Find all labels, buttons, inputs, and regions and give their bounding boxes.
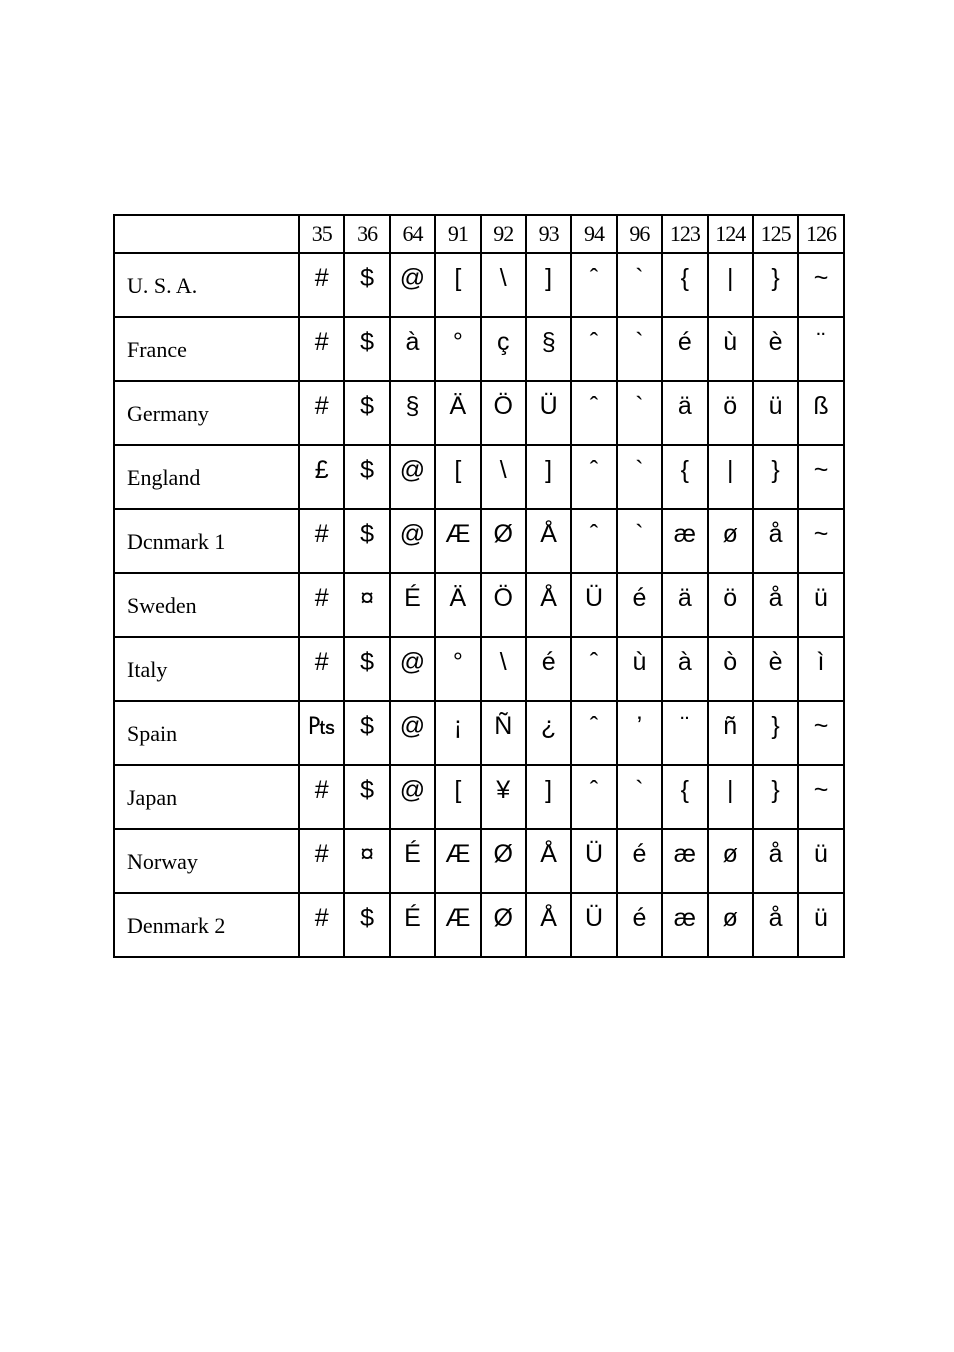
char-cell: ~ — [798, 253, 843, 317]
char-cell: # — [299, 893, 344, 957]
char-cell: ] — [526, 765, 571, 829]
char-cell: ` — [617, 381, 662, 445]
char-cell: ß — [798, 381, 843, 445]
char-cell: Ø — [481, 893, 526, 957]
code-header: 94 — [571, 215, 616, 253]
char-cell: É — [390, 893, 435, 957]
char-cell: ~ — [798, 509, 843, 573]
char-cell: ¤ — [344, 829, 389, 893]
table-row — [114, 509, 844, 573]
char-cell: æ — [662, 893, 707, 957]
code-header: 125 — [753, 215, 798, 253]
table-row — [114, 253, 844, 317]
char-cell: Å — [526, 829, 571, 893]
char-cell: @ — [390, 701, 435, 765]
char-cell: Å — [526, 573, 571, 637]
char-cell: ø — [708, 829, 753, 893]
char-cell: ä — [662, 573, 707, 637]
char-cell: @ — [390, 765, 435, 829]
char-cell: É — [390, 829, 435, 893]
char-cell: æ — [662, 509, 707, 573]
char-cell: $ — [344, 253, 389, 317]
char-cell: Ñ — [481, 701, 526, 765]
table-header — [114, 215, 844, 253]
international-charset-table — [113, 214, 845, 958]
char-cell: \ — [481, 253, 526, 317]
char-cell: [ — [435, 765, 480, 829]
char-cell: ñ — [708, 701, 753, 765]
code-header: 126 — [798, 215, 843, 253]
char-cell: £ — [299, 445, 344, 509]
char-cell: Ü — [526, 381, 571, 445]
char-cell: Æ — [435, 509, 480, 573]
char-cell: @ — [390, 637, 435, 701]
char-cell: é — [617, 573, 662, 637]
table-row — [114, 573, 844, 637]
char-cell: ~ — [798, 701, 843, 765]
char-cell: ¿ — [526, 701, 571, 765]
char-cell: ø — [708, 509, 753, 573]
char-cell: ˆ — [571, 765, 616, 829]
country-name: Germany — [114, 381, 299, 445]
char-cell: æ — [662, 829, 707, 893]
char-cell: Ø — [481, 509, 526, 573]
char-cell: é — [617, 893, 662, 957]
char-cell: ù — [708, 317, 753, 381]
char-cell: ` — [617, 445, 662, 509]
char-cell: Ö — [481, 381, 526, 445]
country-name: Sweden — [114, 573, 299, 637]
char-cell: ~ — [798, 765, 843, 829]
char-cell: ] — [526, 253, 571, 317]
char-cell: Æ — [435, 893, 480, 957]
char-cell: # — [299, 381, 344, 445]
char-cell: $ — [344, 381, 389, 445]
char-cell: $ — [344, 317, 389, 381]
char-cell: ˆ — [571, 317, 616, 381]
char-cell: ç — [481, 317, 526, 381]
code-header: 92 — [481, 215, 526, 253]
char-cell: { — [662, 445, 707, 509]
char-cell: ¨ — [798, 317, 843, 381]
char-cell: $ — [344, 509, 389, 573]
char-cell: ¤ — [344, 573, 389, 637]
char-cell: { — [662, 253, 707, 317]
char-cell: Ü — [571, 893, 616, 957]
code-header: 96 — [617, 215, 662, 253]
country-name: Dcnmark 1 — [114, 509, 299, 573]
char-cell: @ — [390, 253, 435, 317]
char-cell: Æ — [435, 829, 480, 893]
char-cell: ` — [617, 765, 662, 829]
table-row — [114, 381, 844, 445]
country-name: Japan — [114, 765, 299, 829]
country-name: Norway — [114, 829, 299, 893]
code-header: 93 — [526, 215, 571, 253]
country-name: Spain — [114, 701, 299, 765]
char-cell: ` — [617, 509, 662, 573]
table-row — [114, 317, 844, 381]
char-cell: Ü — [571, 573, 616, 637]
table-row — [114, 701, 844, 765]
header-row — [114, 215, 844, 253]
char-cell: } — [753, 253, 798, 317]
char-cell: ü — [753, 381, 798, 445]
char-cell: à — [390, 317, 435, 381]
char-cell: $ — [344, 637, 389, 701]
char-cell: | — [708, 253, 753, 317]
char-cell: $ — [344, 701, 389, 765]
char-cell: | — [708, 445, 753, 509]
char-cell: ° — [435, 317, 480, 381]
table-row — [114, 893, 844, 957]
char-cell: @ — [390, 445, 435, 509]
char-cell: Ø — [481, 829, 526, 893]
char-cell: Ä — [435, 381, 480, 445]
char-cell: è — [753, 637, 798, 701]
char-cell: # — [299, 317, 344, 381]
country-name: Italy — [114, 637, 299, 701]
char-cell: ò — [708, 637, 753, 701]
char-cell: | — [708, 765, 753, 829]
char-cell: # — [299, 509, 344, 573]
table-body — [114, 253, 844, 957]
char-cell: ˆ — [571, 445, 616, 509]
char-cell: # — [299, 637, 344, 701]
char-cell: } — [753, 765, 798, 829]
char-cell: ~ — [798, 445, 843, 509]
char-cell: ü — [798, 829, 843, 893]
char-cell: $ — [344, 445, 389, 509]
code-header: 91 — [435, 215, 480, 253]
char-cell: { — [662, 765, 707, 829]
char-cell: ° — [435, 637, 480, 701]
char-cell: # — [299, 829, 344, 893]
char-cell: } — [753, 445, 798, 509]
char-cell: @ — [390, 509, 435, 573]
code-header: 36 — [344, 215, 389, 253]
char-cell: ü — [798, 573, 843, 637]
country-name: England — [114, 445, 299, 509]
char-cell: É — [390, 573, 435, 637]
char-cell: ₧ — [299, 701, 344, 765]
char-cell: ö — [708, 573, 753, 637]
char-cell: ` — [617, 317, 662, 381]
char-cell: ø — [708, 893, 753, 957]
code-header: 124 — [708, 215, 753, 253]
char-cell: # — [299, 253, 344, 317]
char-cell: å — [753, 573, 798, 637]
char-cell: ä — [662, 381, 707, 445]
char-cell: Ü — [571, 829, 616, 893]
char-cell: é — [526, 637, 571, 701]
char-cell: Ö — [481, 573, 526, 637]
char-cell: ˆ — [571, 701, 616, 765]
char-cell: [ — [435, 445, 480, 509]
char-cell: ¡ — [435, 701, 480, 765]
char-cell: Ä — [435, 573, 480, 637]
char-cell: ˆ — [571, 381, 616, 445]
char-cell: ] — [526, 445, 571, 509]
table-row — [114, 829, 844, 893]
char-cell: ˆ — [571, 253, 616, 317]
char-cell: # — [299, 573, 344, 637]
char-cell: } — [753, 701, 798, 765]
char-cell: $ — [344, 765, 389, 829]
table-row — [114, 637, 844, 701]
char-cell: å — [753, 829, 798, 893]
char-cell: è — [753, 317, 798, 381]
char-cell: § — [526, 317, 571, 381]
char-cell: ì — [798, 637, 843, 701]
char-cell: \ — [481, 637, 526, 701]
char-cell: [ — [435, 253, 480, 317]
char-cell: $ — [344, 893, 389, 957]
code-header: 64 — [390, 215, 435, 253]
char-cell: ¨ — [662, 701, 707, 765]
char-cell: Å — [526, 509, 571, 573]
char-cell: à — [662, 637, 707, 701]
char-cell: \ — [481, 445, 526, 509]
code-header: 123 — [662, 215, 707, 253]
char-cell: ¥ — [481, 765, 526, 829]
country-name: U. S. A. — [114, 253, 299, 317]
char-cell: å — [753, 509, 798, 573]
char-cell: å — [753, 893, 798, 957]
code-header: 35 — [299, 215, 344, 253]
char-cell: é — [617, 829, 662, 893]
char-cell: ö — [708, 381, 753, 445]
char-cell: Å — [526, 893, 571, 957]
country-name: Denmark 2 — [114, 893, 299, 957]
char-cell: ˆ — [571, 637, 616, 701]
char-cell: ` — [617, 253, 662, 317]
table-row — [114, 445, 844, 509]
char-cell: # — [299, 765, 344, 829]
char-cell: ˆ — [571, 509, 616, 573]
char-cell: é — [662, 317, 707, 381]
country-name: France — [114, 317, 299, 381]
char-cell: ù — [617, 637, 662, 701]
char-cell: ü — [798, 893, 843, 957]
char-cell: § — [390, 381, 435, 445]
header-corner-cell — [114, 215, 299, 253]
char-cell: ’ — [617, 701, 662, 765]
table-row — [114, 765, 844, 829]
